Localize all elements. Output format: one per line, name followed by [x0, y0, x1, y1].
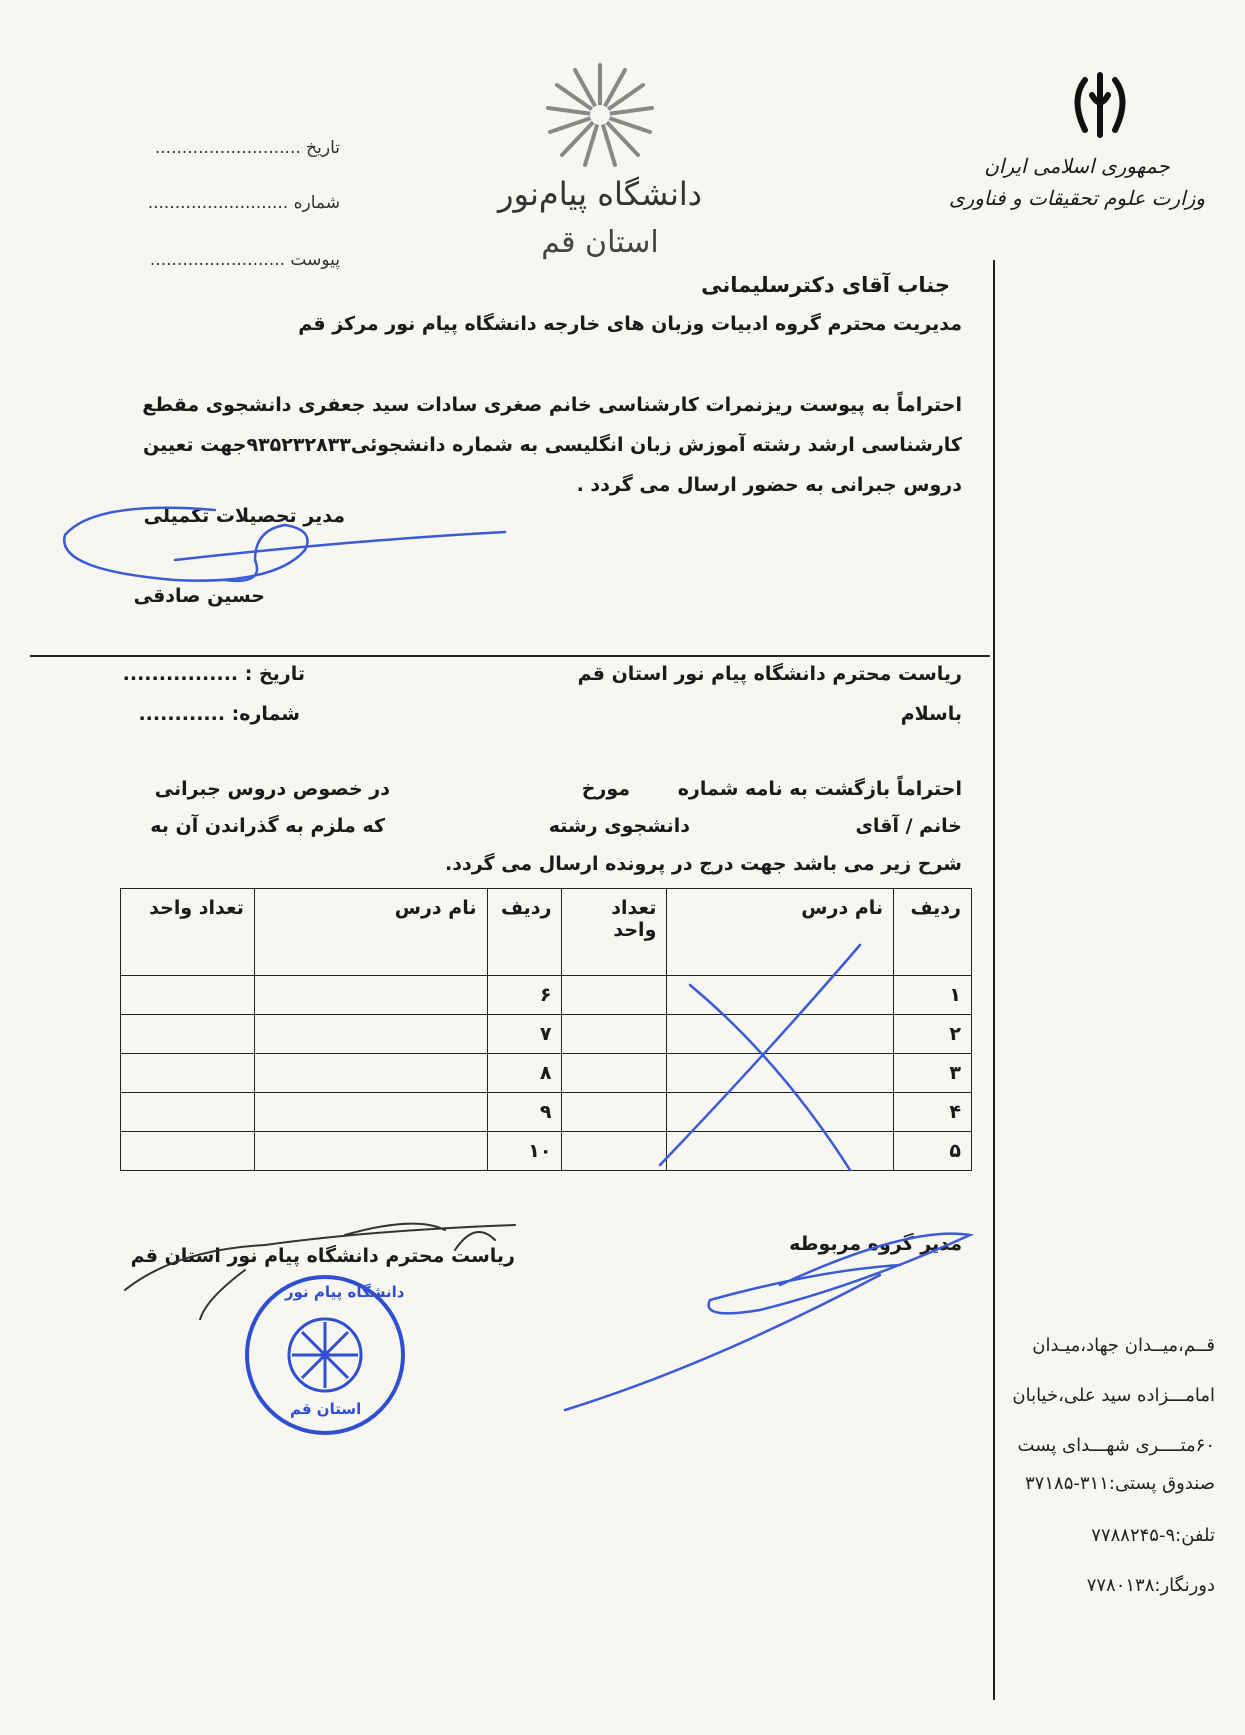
university-province: استان قم [541, 225, 659, 260]
course-cell [254, 1054, 487, 1093]
reply-line2-b: دانشجوی رشته [548, 815, 690, 837]
units-cell [121, 1132, 255, 1171]
iran-emblem-icon [1030, 70, 1170, 150]
stamp-top-text: دانشگاه پیام نور [285, 1283, 405, 1301]
row-number: ۵ [894, 1132, 972, 1171]
stamp-bottom-text: استان قم [290, 1400, 362, 1418]
president-label: ریاست محترم دانشگاه پیام نور استان قم [130, 1245, 515, 1267]
reply-line2-a: خانم / آقای [855, 815, 962, 837]
ministry-line2: وزارت علوم تحقیقات و فناوری [948, 186, 1205, 210]
university-name: دانشگاه پیام‌نور [498, 175, 702, 213]
col-header-course: نام درس [254, 889, 487, 976]
row-number: ۴ [894, 1093, 972, 1132]
number-field: شماره .......................... [147, 193, 340, 213]
signature-graphic [55, 490, 515, 590]
row-number: ۱ [894, 976, 972, 1015]
date-field: تاریخ ........................... [154, 138, 340, 158]
col-header-row-no: ردیف [487, 889, 562, 976]
course-cell [254, 1132, 487, 1171]
fax-number: دورنگار:۷۷۸۰۱۳۸ [1086, 1575, 1215, 1596]
ministry-line1: جمهوری اسلامی ایران [984, 154, 1170, 178]
row-number: ۶ [487, 976, 562, 1015]
col-header-units: تعداد واحد [121, 889, 255, 976]
addressee-title: مدیریت محترم گروه ادبیات وزبان های خارجه دانشگاه پیام نور مرکز قم [298, 313, 962, 335]
units-cell [121, 1093, 255, 1132]
course-cell [254, 1093, 487, 1132]
signer-title: مدیر تحصیلات تکمیلی [143, 505, 345, 527]
units-cell [121, 1054, 255, 1093]
body-line-1: احتراماً به پیوست ریزنمرات کارشناسی خانم صغری سادات سید جعفری دانشجوی مقطع [142, 394, 962, 416]
units-cell [121, 1015, 255, 1054]
reply-line1-c: در خصوص دروس جبرانی [154, 778, 390, 800]
attachment-field: پیوست ......................... [149, 250, 340, 270]
phone-number: تلفن:۹-۷۷۸۸۲۴۵ [1091, 1525, 1215, 1546]
col-header-row-no: ردیف [894, 889, 972, 976]
dept-signature-graphic [560, 1215, 980, 1415]
row-number: ۳ [894, 1054, 972, 1093]
col-header-course: نام درس [667, 889, 894, 976]
row-number: ۱۰ [487, 1132, 562, 1171]
reply-to: ریاست محترم دانشگاه پیام نور استان قم [577, 663, 962, 685]
ministry-heading [949, 150, 1205, 214]
section-divider [30, 655, 990, 657]
row-number: ۲ [894, 1015, 972, 1054]
cross-out-mark [650, 940, 880, 1175]
addressee: جناب آقای دکترسلیمانی [701, 273, 950, 297]
reply-date: تاریخ : ................ [122, 663, 305, 685]
address-line-4: صندوق پستی:۳۱۱-۳۷۱۸۵ [1025, 1473, 1215, 1494]
dept-head-label: مدیر گروه مربوطه [789, 1233, 962, 1255]
body-line-3: دروس جبرانی به حضور ارسال می گردد . [576, 474, 962, 496]
margin-divider [993, 260, 995, 1700]
reply-line1-b: مورخ [581, 778, 630, 800]
units-cell [121, 976, 255, 1015]
university-logo-icon [540, 60, 660, 170]
course-cell [254, 1015, 487, 1054]
reply-line1-a: احتراماً بازگشت به نامه شماره [677, 778, 962, 800]
reply-line3: شرح زیر می باشد جهت درج در پرونده ارسال می گردد. [445, 853, 962, 875]
row-number: ۷ [487, 1015, 562, 1054]
col-header-units: تعداد واحد [562, 889, 667, 976]
reply-number: شماره: ............ [138, 703, 300, 725]
address-line-3: ۶۰متــــری شهـــدای پست [1017, 1435, 1215, 1456]
address-line-1: قــم،میــدان جهاد،میـدان [1032, 1335, 1215, 1356]
row-number: ۸ [487, 1054, 562, 1093]
address-line-2: امامـــزاده سید علی،خیابان [1012, 1385, 1215, 1406]
reply-greeting: باسلام [900, 703, 962, 725]
course-cell [254, 976, 487, 1015]
reply-line2-c: که ملزم به گذراندن آن به [150, 815, 385, 837]
body-line-2: کارشناسی ارشد رشته آموزش زبان انگلیسی به شماره دانشجوئی۹۳۵۲۳۲۸۳۳جهت تعیین [143, 434, 962, 456]
signer-name: حسین صادقی [133, 585, 265, 607]
row-number: ۹ [487, 1093, 562, 1132]
